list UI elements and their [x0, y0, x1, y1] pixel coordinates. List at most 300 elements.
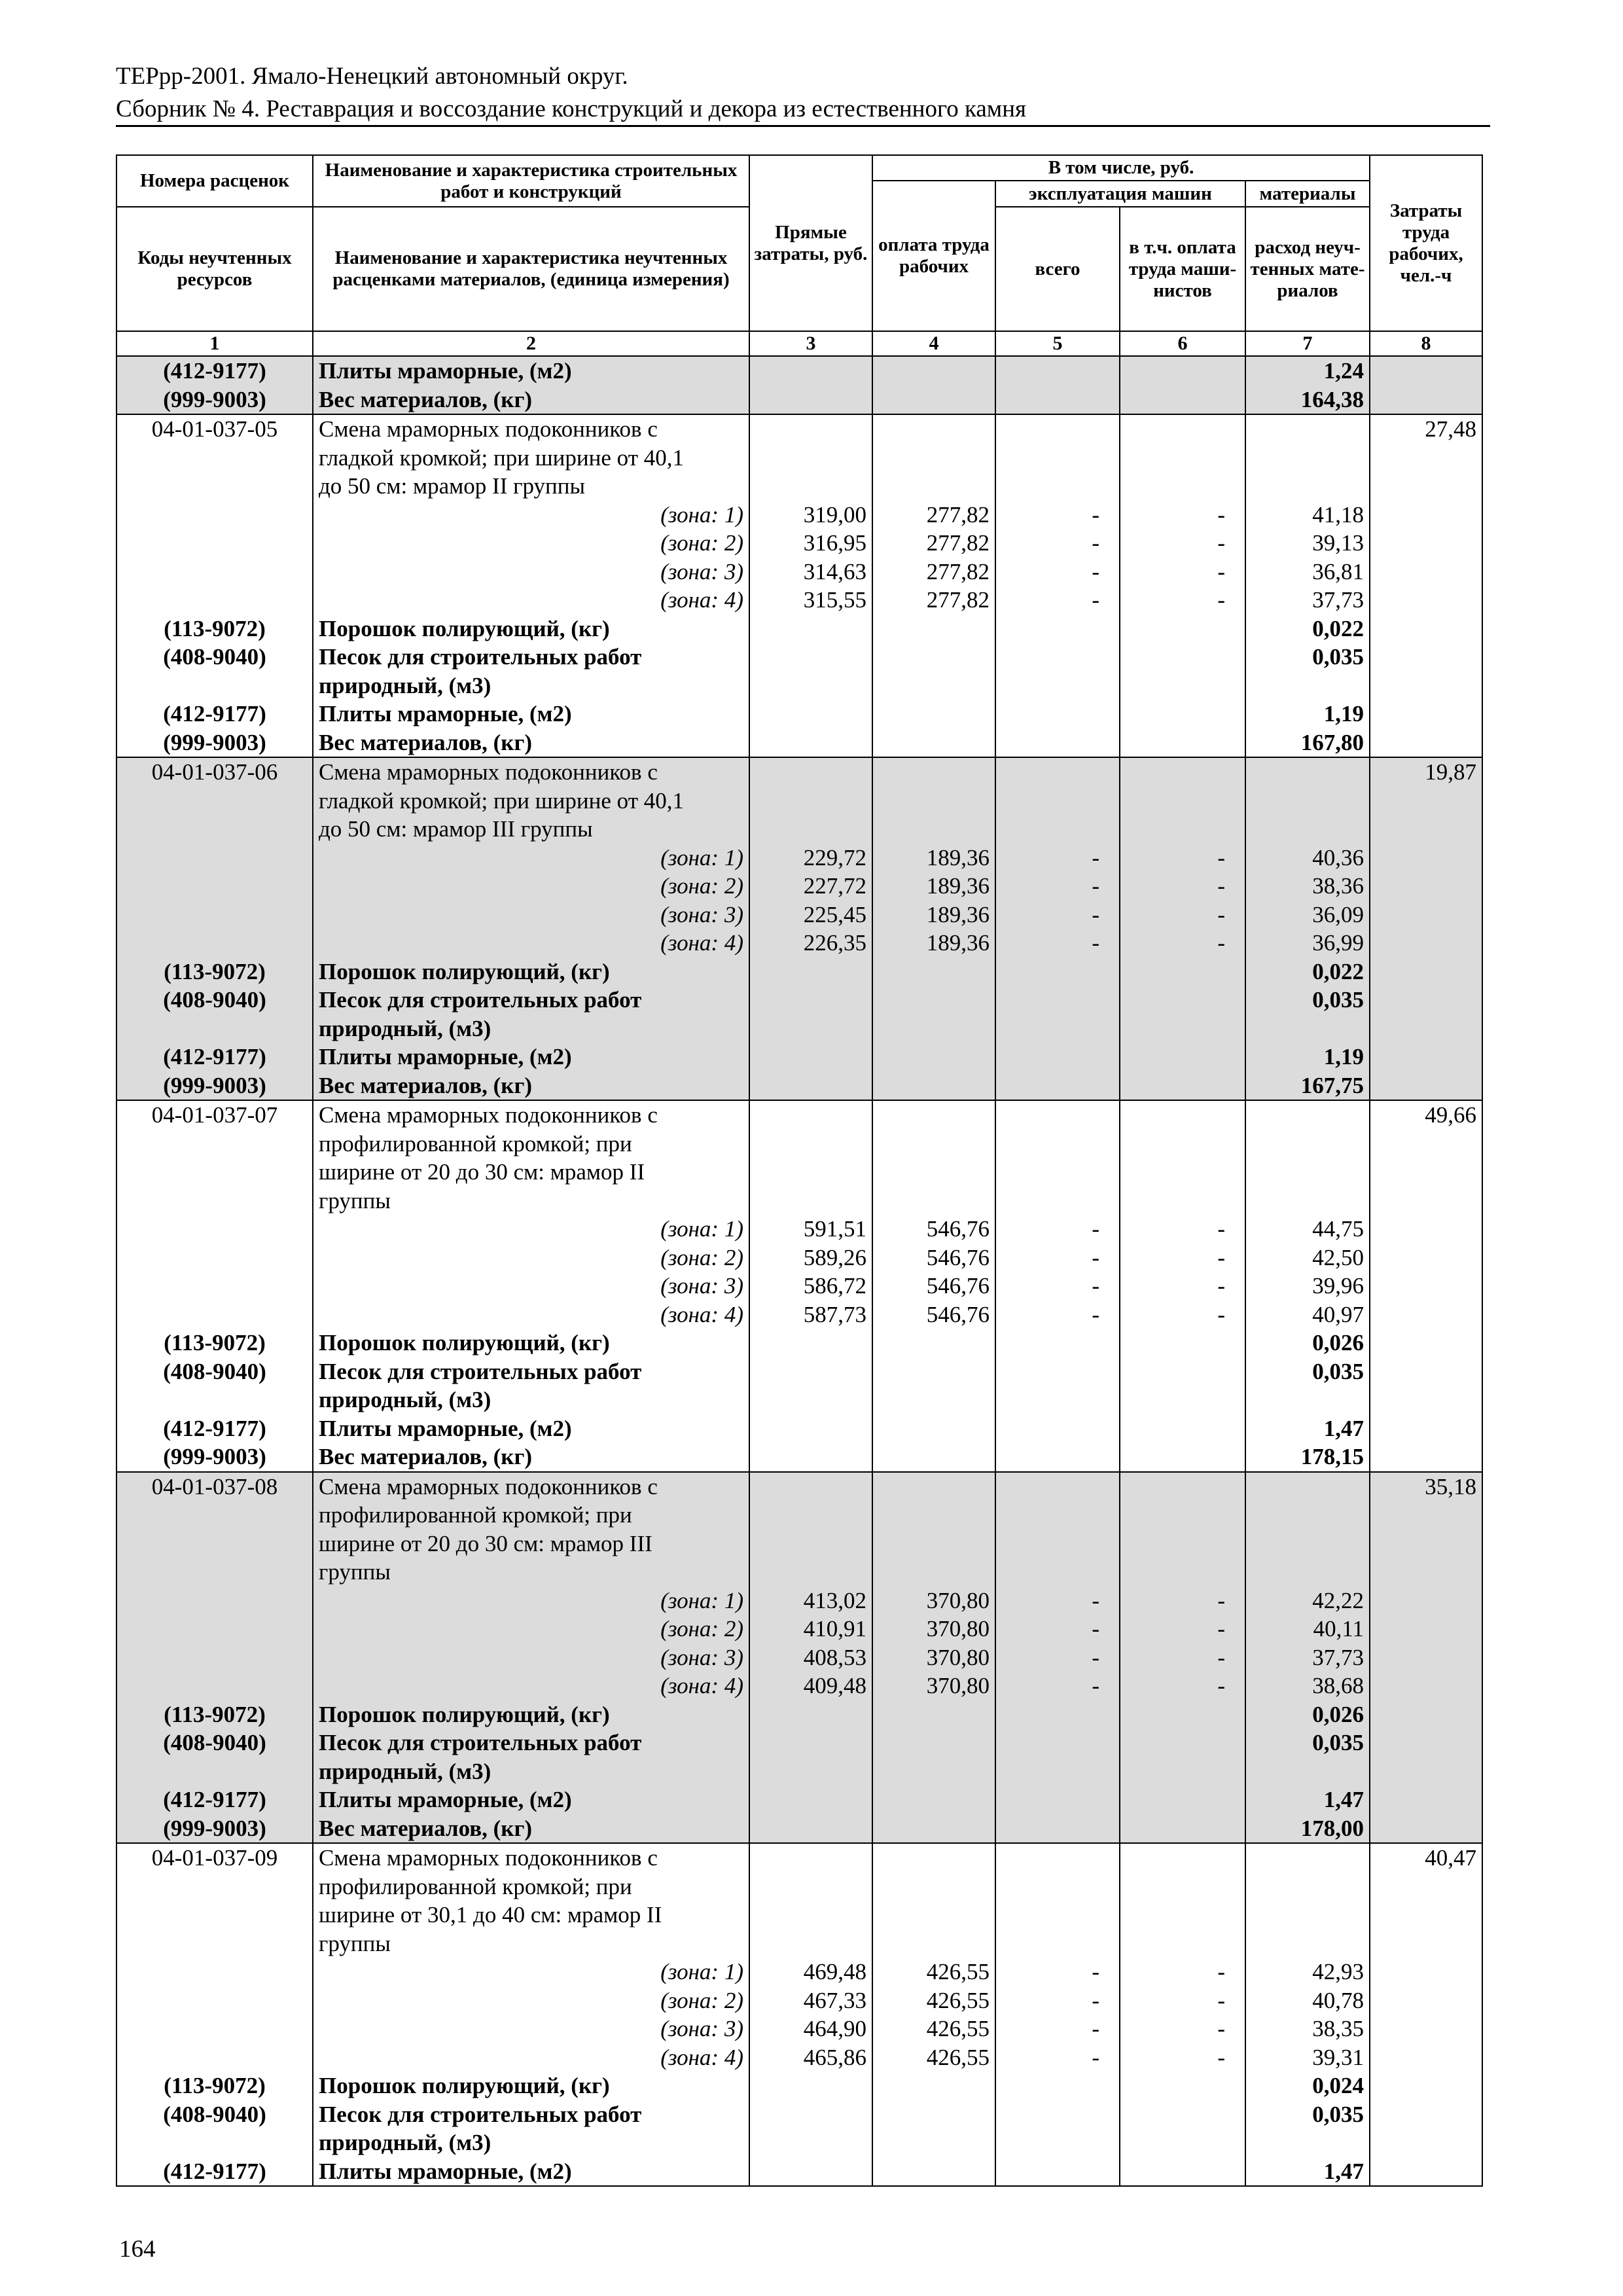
col-rates-header: Номера расценок — [116, 155, 313, 207]
col-number-5: 5 — [995, 331, 1120, 356]
rate-description: гладкой кромкой; при ширине от 40,1 — [313, 787, 749, 816]
resource-name: Порошок полирующий, (кг) — [313, 1329, 749, 1357]
table-row — [116, 2100, 1482, 2129]
machines-cost: - — [995, 529, 1120, 558]
machines-cost: - — [995, 929, 1120, 958]
empty-cell — [872, 757, 995, 787]
machines-cost: - — [995, 901, 1120, 929]
direct-cost: 591,51 — [749, 1215, 872, 1244]
direct-cost: 227,72 — [749, 872, 872, 901]
empty-cell — [995, 958, 1120, 986]
zone-label: (зона: 2) — [313, 1986, 749, 2015]
materials-cost: 38,68 — [1245, 1672, 1370, 1700]
header-line-1: ТЕРрр-2001. Ямало-Ненецкий автономный округ. — [116, 63, 628, 90]
machines-cost: - — [995, 872, 1120, 901]
resource-value: 1,19 — [1245, 1043, 1370, 1071]
table-row — [116, 1558, 1482, 1587]
empty-cell — [749, 2072, 872, 2100]
labor-cost: 49,66 — [1370, 1100, 1482, 1130]
empty-cell — [749, 728, 872, 758]
empty-cell — [1245, 444, 1370, 473]
resource-value: 0,026 — [1245, 1329, 1370, 1357]
resource-name: Плиты мраморные, (м2) — [313, 1414, 749, 1443]
resource-value: 1,19 — [1245, 700, 1370, 728]
empty-cell — [872, 1501, 995, 1530]
empty-cell — [1120, 2128, 1245, 2157]
empty-cell — [116, 929, 313, 958]
empty-cell — [749, 1757, 872, 1786]
empty-cell — [1120, 1386, 1245, 1414]
empty-cell — [872, 414, 995, 444]
table-row — [116, 1587, 1482, 1615]
resource-code: (412-9177) — [116, 1414, 313, 1443]
direct-cost: 413,02 — [749, 1587, 872, 1615]
empty-cell — [1120, 958, 1245, 986]
rate-description: ширине от 30,1 до 40 см: мрамор II — [313, 1901, 749, 1929]
page-number: 164 — [119, 2236, 156, 2263]
empty-cell — [1120, 1158, 1245, 1187]
empty-cell — [995, 1071, 1120, 1101]
empty-cell — [1370, 1958, 1482, 1986]
col-materials-names-header: Наименование и характеристика неучтенных расценками материалов, (единица измерения) — [313, 207, 749, 331]
machines-cost: - — [995, 1587, 1120, 1615]
machines-cost: - — [995, 2043, 1120, 2072]
empty-cell — [1120, 1558, 1245, 1587]
table-row — [116, 1043, 1482, 1071]
empty-cell — [995, 1873, 1120, 1901]
empty-cell — [995, 472, 1120, 501]
resource-name: Порошок полирующий, (кг) — [313, 615, 749, 643]
table-row — [116, 472, 1482, 501]
materials-cost: 40,36 — [1245, 844, 1370, 872]
empty-cell — [1245, 1386, 1370, 1414]
rate-code: 04-01-037-09 — [116, 1843, 313, 1873]
resource-value: 0,035 — [1245, 1357, 1370, 1386]
empty-cell — [872, 672, 995, 700]
wages-cost: 370,80 — [872, 1587, 995, 1615]
labor-cost: 35,18 — [1370, 1472, 1482, 1501]
empty-cell — [1120, 1729, 1245, 1757]
table-row — [116, 1014, 1482, 1043]
machinists-cost: - — [1120, 1986, 1245, 2015]
empty-cell — [1245, 1843, 1370, 1873]
zone-label: (зона: 1) — [313, 844, 749, 872]
empty-cell — [749, 986, 872, 1014]
machinists-cost: - — [1120, 872, 1245, 901]
machines-cost: - — [995, 1643, 1120, 1672]
machines-cost: - — [995, 1615, 1120, 1643]
empty-cell — [995, 2100, 1120, 2129]
header-rule — [116, 125, 1490, 127]
empty-cell — [872, 444, 995, 473]
empty-cell — [1370, 356, 1482, 386]
rate-description: Смена мраморных подоконников с — [313, 1100, 749, 1130]
direct-cost: 225,45 — [749, 901, 872, 929]
empty-cell — [1120, 1700, 1245, 1729]
empty-cell — [1120, 1443, 1245, 1472]
empty-cell — [872, 1043, 995, 1071]
empty-cell — [1245, 1472, 1370, 1501]
empty-cell — [1120, 672, 1245, 700]
materials-cost: 40,97 — [1245, 1300, 1370, 1329]
col-labor-header: Затраты труда рабочих, чел.-ч — [1370, 155, 1482, 331]
empty-cell — [1370, 2100, 1482, 2129]
table-row — [116, 1443, 1482, 1472]
rate-description: Смена мраморных подоконников с — [313, 1843, 749, 1873]
resource-value: 167,75 — [1245, 1071, 1370, 1101]
col-number-3: 3 — [749, 331, 872, 356]
table-row — [116, 700, 1482, 728]
table-row — [116, 929, 1482, 958]
zone-label: (зона: 4) — [313, 1672, 749, 1700]
resource-code: (412-9177) — [116, 1043, 313, 1071]
resource-name: Песок для строительных работ — [313, 986, 749, 1014]
empty-cell — [1370, 1244, 1482, 1272]
zone-label: (зона: 1) — [313, 1587, 749, 1615]
materials-cost: 40,11 — [1245, 1615, 1370, 1643]
empty-cell — [1370, 787, 1482, 816]
col-number-6: 6 — [1120, 331, 1245, 356]
empty-cell — [1370, 1187, 1482, 1215]
empty-cell — [116, 1873, 313, 1901]
machinists-cost: - — [1120, 2043, 1245, 2072]
empty-cell — [1370, 1587, 1482, 1615]
empty-cell — [995, 1785, 1120, 1814]
resource-name: Плиты мраморные, (м2) — [313, 700, 749, 728]
empty-cell — [1120, 386, 1245, 415]
empty-cell — [1370, 700, 1482, 728]
empty-cell — [749, 958, 872, 986]
empty-cell — [872, 1729, 995, 1757]
table-row — [116, 2043, 1482, 2072]
direct-cost: 319,00 — [749, 501, 872, 529]
rate-description: до 50 см: мрамор III группы — [313, 815, 749, 844]
header-line-2: Сборник № 4. Реставрация и воссоздание конструкций и декора из естественного камня — [116, 96, 1027, 122]
machinists-cost: - — [1120, 1300, 1245, 1329]
zone-label: (зона: 4) — [313, 1300, 749, 1329]
table-row — [116, 1986, 1482, 2015]
empty-cell — [749, 1901, 872, 1929]
table-row — [116, 1843, 1482, 1873]
empty-cell — [1120, 2157, 1245, 2187]
empty-cell — [995, 386, 1120, 415]
empty-cell — [116, 1929, 313, 1958]
empty-cell — [1370, 444, 1482, 473]
empty-cell — [872, 2072, 995, 2100]
direct-cost: 315,55 — [749, 586, 872, 615]
empty-cell — [1370, 1071, 1482, 1101]
page-header — [116, 60, 1490, 126]
empty-cell — [1120, 728, 1245, 758]
empty-cell — [1370, 844, 1482, 872]
resource-value: 164,38 — [1245, 386, 1370, 415]
empty-cell — [1245, 1158, 1370, 1187]
wages-cost: 426,55 — [872, 2043, 995, 2072]
empty-cell — [1245, 1873, 1370, 1901]
direct-cost: 467,33 — [749, 1986, 872, 2015]
empty-cell — [995, 1043, 1120, 1071]
direct-cost: 409,48 — [749, 1672, 872, 1700]
empty-cell — [1370, 1814, 1482, 1844]
empty-cell — [1370, 2157, 1482, 2187]
empty-cell — [749, 1158, 872, 1187]
empty-cell — [749, 2157, 872, 2187]
materials-cost: 37,73 — [1245, 586, 1370, 615]
empty-cell — [1245, 787, 1370, 816]
table-row — [116, 529, 1482, 558]
rate-code: 04-01-037-06 — [116, 757, 313, 787]
materials-cost: 36,81 — [1245, 558, 1370, 586]
empty-cell — [1370, 586, 1482, 615]
empty-cell — [1120, 1414, 1245, 1443]
empty-cell — [872, 2157, 995, 2187]
empty-cell — [1120, 1501, 1245, 1530]
col-material-use-header: расход неуч-тенных мате-риалов — [1245, 207, 1370, 331]
empty-cell — [1370, 1729, 1482, 1757]
empty-cell — [1120, 356, 1245, 386]
empty-cell — [116, 501, 313, 529]
machines-cost: - — [995, 1215, 1120, 1244]
resource-value: 0,035 — [1245, 1729, 1370, 1757]
col-number-8: 8 — [1370, 331, 1482, 356]
table-row — [116, 1414, 1482, 1443]
resource-name: Порошок полирующий, (кг) — [313, 2072, 749, 2100]
empty-cell — [749, 700, 872, 728]
empty-cell — [1370, 1272, 1482, 1300]
empty-cell — [872, 643, 995, 672]
labor-cost: 19,87 — [1370, 757, 1482, 787]
empty-cell — [116, 1558, 313, 1587]
empty-cell — [1120, 1929, 1245, 1958]
empty-cell — [1120, 986, 1245, 1014]
empty-cell — [872, 1901, 995, 1929]
empty-cell — [872, 356, 995, 386]
materials-cost: 36,09 — [1245, 901, 1370, 929]
empty-cell — [872, 615, 995, 643]
materials-cost: 42,50 — [1245, 1244, 1370, 1272]
resource-name: Порошок полирующий, (кг) — [313, 958, 749, 986]
empty-cell — [116, 1501, 313, 1530]
empty-cell — [116, 444, 313, 473]
resource-code: (113-9072) — [116, 958, 313, 986]
empty-cell — [116, 529, 313, 558]
table-row — [116, 2128, 1482, 2157]
resource-name: Плиты мраморные, (м2) — [313, 356, 749, 386]
materials-cost: 41,18 — [1245, 501, 1370, 529]
machinists-cost: - — [1120, 558, 1245, 586]
direct-cost: 464,90 — [749, 2015, 872, 2043]
empty-cell — [749, 615, 872, 643]
wages-cost: 546,76 — [872, 1244, 995, 1272]
wages-cost: 189,36 — [872, 844, 995, 872]
empty-cell — [872, 1785, 995, 1814]
empty-cell — [1370, 2072, 1482, 2100]
wages-cost: 189,36 — [872, 929, 995, 958]
empty-cell — [1120, 1472, 1245, 1501]
empty-cell — [1120, 444, 1245, 473]
empty-cell — [1120, 1071, 1245, 1101]
zone-label: (зона: 3) — [313, 1272, 749, 1300]
empty-cell — [116, 558, 313, 586]
empty-cell — [995, 2128, 1120, 2157]
empty-cell — [1370, 1986, 1482, 2015]
resource-name: Вес материалов, (кг) — [313, 1071, 749, 1101]
empty-cell — [749, 1700, 872, 1729]
empty-cell — [749, 1785, 872, 1814]
empty-cell — [872, 2128, 995, 2157]
empty-cell — [1370, 1530, 1482, 1558]
empty-cell — [1370, 986, 1482, 1014]
empty-cell — [995, 728, 1120, 758]
empty-cell — [995, 1014, 1120, 1043]
resource-code: (113-9072) — [116, 2072, 313, 2100]
empty-cell — [872, 728, 995, 758]
resource-value: 0,035 — [1245, 2100, 1370, 2129]
table-row — [116, 386, 1482, 415]
machinists-cost: - — [1120, 1244, 1245, 1272]
table-row — [116, 615, 1482, 643]
empty-cell — [116, 1757, 313, 1786]
empty-cell — [749, 1014, 872, 1043]
empty-cell — [1245, 1558, 1370, 1587]
wages-cost: 426,55 — [872, 1958, 995, 1986]
empty-cell — [116, 787, 313, 816]
table-row — [116, 901, 1482, 929]
table-row — [116, 815, 1482, 844]
rate-description: Смена мраморных подоконников с — [313, 1472, 749, 1501]
zone-label: (зона: 3) — [313, 558, 749, 586]
resource-name: Плиты мраморные, (м2) — [313, 2157, 749, 2187]
machines-cost: - — [995, 1244, 1120, 1272]
empty-cell — [1370, 558, 1482, 586]
empty-cell — [116, 1130, 313, 1158]
zone-label: (зона: 2) — [313, 1615, 749, 1643]
empty-cell — [995, 643, 1120, 672]
resource-code: (408-9040) — [116, 1357, 313, 1386]
machinists-cost: - — [1120, 929, 1245, 958]
table-row — [116, 444, 1482, 473]
empty-cell — [995, 1901, 1120, 1929]
wages-cost: 189,36 — [872, 872, 995, 901]
empty-cell — [1120, 2072, 1245, 2100]
empty-cell — [995, 2157, 1120, 2187]
empty-cell — [995, 2072, 1120, 2100]
empty-cell — [1245, 757, 1370, 787]
table-row — [116, 1329, 1482, 1357]
empty-cell — [749, 1100, 872, 1130]
empty-cell — [1370, 1615, 1482, 1643]
empty-cell — [749, 1501, 872, 1530]
zone-label: (зона: 3) — [313, 901, 749, 929]
direct-cost: 229,72 — [749, 844, 872, 872]
resource-value: 0,024 — [1245, 2072, 1370, 2100]
empty-cell — [749, 472, 872, 501]
empty-cell — [116, 472, 313, 501]
empty-cell — [1370, 643, 1482, 672]
table-row — [116, 1071, 1482, 1101]
empty-cell — [872, 1530, 995, 1558]
empty-cell — [872, 1386, 995, 1414]
resource-name: природный, (м3) — [313, 2128, 749, 2157]
empty-cell — [116, 1615, 313, 1643]
machinists-cost: - — [1120, 1643, 1245, 1672]
empty-cell — [1370, 2043, 1482, 2072]
empty-cell — [1245, 1100, 1370, 1130]
empty-cell — [1370, 1443, 1482, 1472]
empty-cell — [995, 356, 1120, 386]
table-row — [116, 1215, 1482, 1244]
resource-name: природный, (м3) — [313, 1386, 749, 1414]
materials-cost: 38,36 — [1245, 872, 1370, 901]
col-machines-total-header: всего — [995, 207, 1120, 331]
table-row — [116, 1672, 1482, 1700]
empty-cell — [995, 615, 1120, 643]
resource-value: 0,026 — [1245, 1700, 1370, 1729]
machinists-cost: - — [1120, 1587, 1245, 1615]
rate-description: группы — [313, 1929, 749, 1958]
empty-cell — [872, 1100, 995, 1130]
rate-description: Смена мраморных подоконников с — [313, 414, 749, 444]
table-row — [116, 1785, 1482, 1814]
empty-cell — [1120, 1014, 1245, 1043]
empty-cell — [749, 787, 872, 816]
empty-cell — [995, 986, 1120, 1014]
empty-cell — [1370, 1672, 1482, 1700]
empty-cell — [872, 2100, 995, 2129]
empty-cell — [995, 1187, 1120, 1215]
resource-value: 0,035 — [1245, 986, 1370, 1014]
empty-cell — [995, 787, 1120, 816]
machines-group-header: эксплуатация машин — [995, 181, 1245, 207]
labor-cost: 27,48 — [1370, 414, 1482, 444]
machinists-cost: - — [1120, 1672, 1245, 1700]
empty-cell — [1120, 472, 1245, 501]
rates-table — [116, 154, 1483, 2187]
empty-cell — [995, 815, 1120, 844]
empty-cell — [872, 1472, 995, 1501]
empty-cell — [995, 1929, 1120, 1958]
resource-name: природный, (м3) — [313, 1757, 749, 1786]
empty-cell — [1370, 901, 1482, 929]
empty-cell — [1370, 1643, 1482, 1672]
empty-cell — [749, 757, 872, 787]
table-row — [116, 586, 1482, 615]
table-row — [116, 1700, 1482, 1729]
empty-cell — [1120, 700, 1245, 728]
empty-cell — [749, 672, 872, 700]
machinists-cost: - — [1120, 2015, 1245, 2043]
machinists-cost: - — [1120, 1272, 1245, 1300]
empty-cell — [1370, 1414, 1482, 1443]
empty-cell — [1370, 472, 1482, 501]
table-row — [116, 787, 1482, 816]
empty-cell — [1370, 672, 1482, 700]
empty-cell — [749, 1043, 872, 1071]
empty-cell — [1120, 1329, 1245, 1357]
empty-cell — [116, 1158, 313, 1187]
zone-label: (зона: 2) — [313, 872, 749, 901]
col-works-header: Наименование и характеристика строительных работ и конструкций — [313, 155, 749, 207]
rate-description: группы — [313, 1558, 749, 1587]
empty-cell — [1120, 815, 1245, 844]
empty-cell — [116, 2043, 313, 2072]
materials-cost: 37,73 — [1245, 1643, 1370, 1672]
col-number-1: 1 — [116, 331, 313, 356]
empty-cell — [116, 1901, 313, 1929]
empty-cell — [116, 672, 313, 700]
empty-cell — [1370, 958, 1482, 986]
empty-cell — [1120, 1100, 1245, 1130]
